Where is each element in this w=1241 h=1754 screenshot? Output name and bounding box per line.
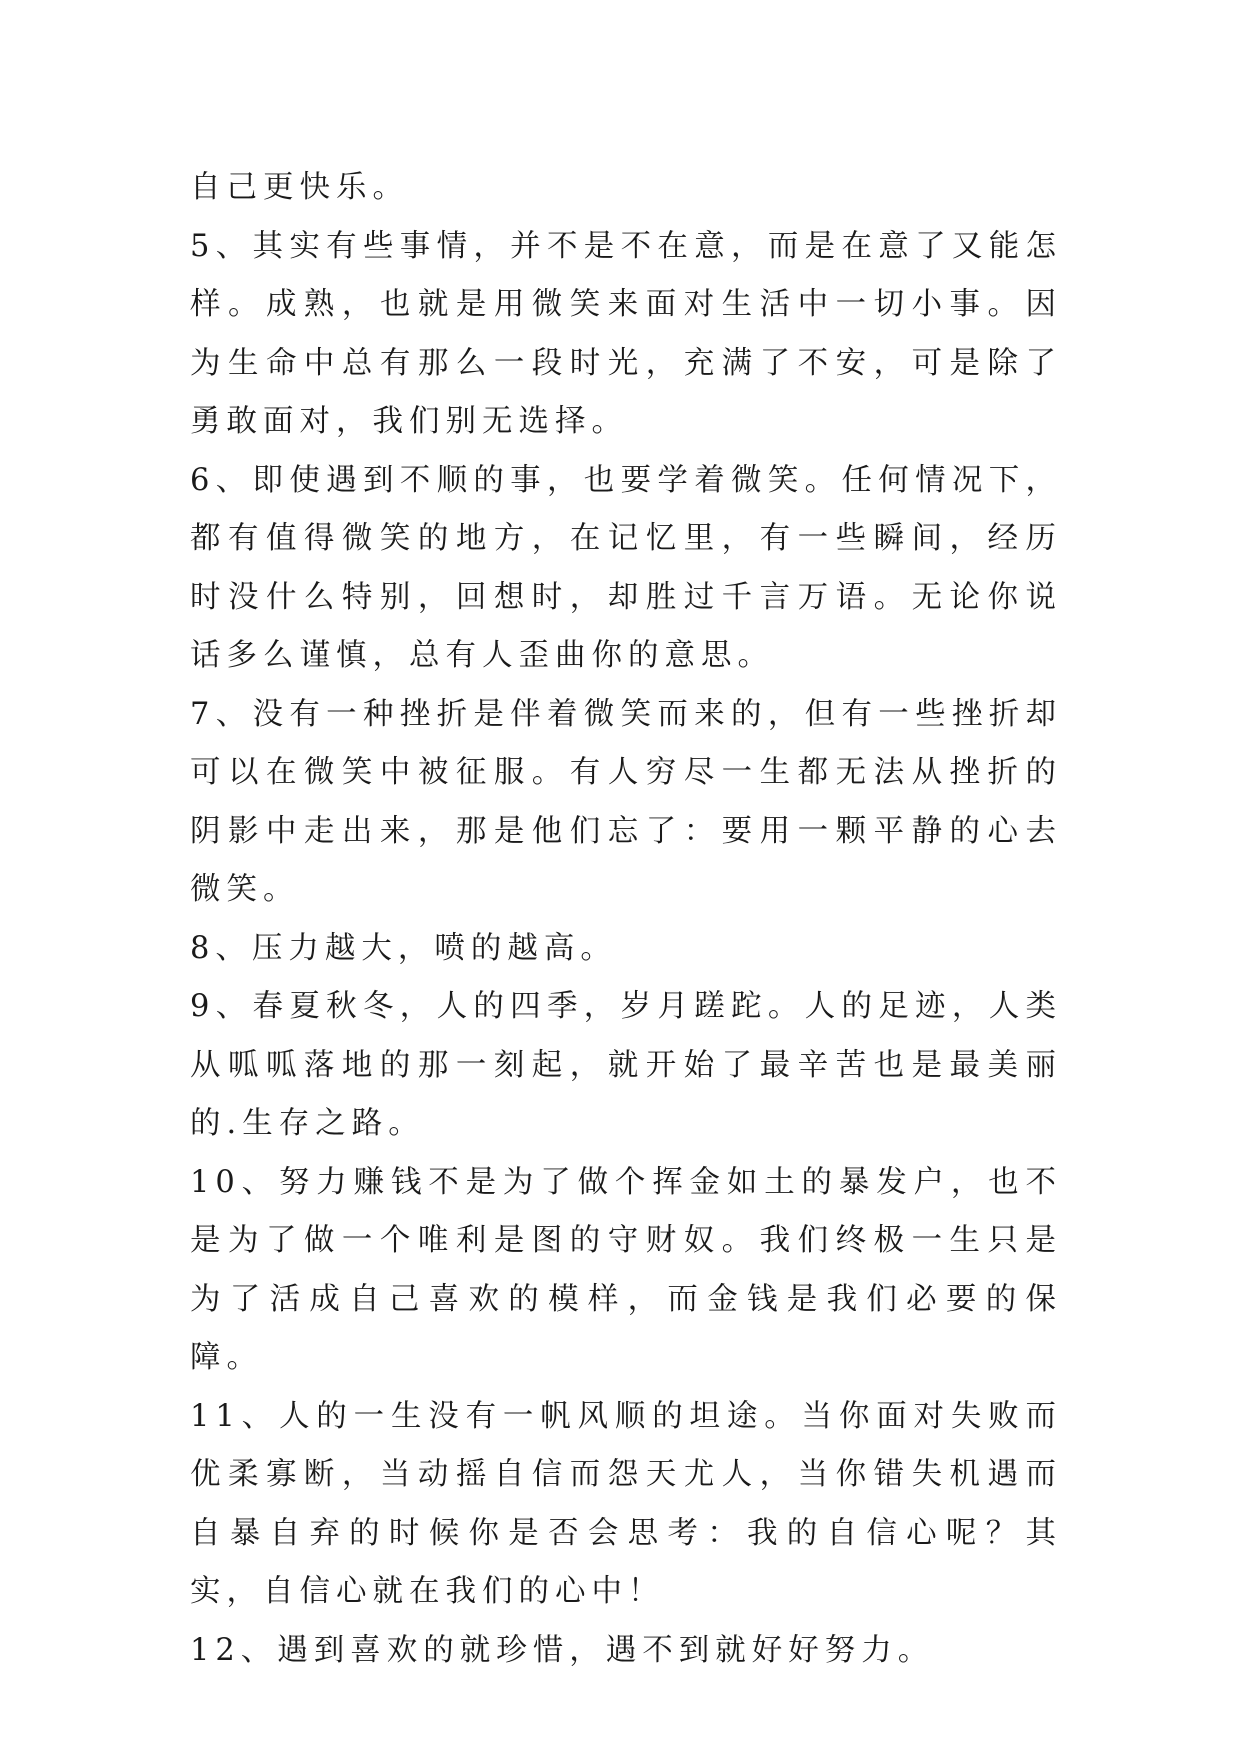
paragraph-item-5: 5、其实有些事情，并不是不在意，而是在意了又能怎样。成熟，也就是用微笑来面对生活中一切小事。因为生命中总有那么一段时光，充满了不安，可是除了勇敢面对，我们别无选择。 (190, 228, 1062, 439)
paragraph-item-7: 7、没有一种挫折是伴着微笑而来的，但有一些挫折却可以在微笑中被征服。有人穷尽一生都无法从挫折的阴影中走出来，那是他们忘了：要用一颗平静的心去微笑。 (190, 696, 1062, 907)
document-body (190, 159, 1062, 1680)
paragraph-item-6: 6、即使遇到不顺的事，也要学着微笑。任何情况下，都有值得微笑的地方，在记忆里，有一些瞬间，经历时没什么特别，回想时，却胜过千言万语。无论你说话多么谨慎，总有人歪曲你的意思。 (190, 462, 1062, 673)
paragraph-continuation: 自己更快乐。 (190, 170, 409, 205)
paragraph-item-11: 11、人的一生没有一帆风顺的坦途。当你面对失败而优柔寡断，当动摇自信而怨天尤人，当你错失机遇而自暴自弃的时候你是否会思考：我的自信心呢？其实，自信心就在我们的心中！ (190, 1398, 1062, 1609)
paragraph-item-12: 12、遇到喜欢的就珍惜，遇不到就好好努力。 (190, 1632, 935, 1668)
paragraph-item-10: 10、努力赚钱不是为了做个挥金如土的暴发户，也不是为了做一个唯利是图的守财奴。我们终极一生只是为了活成自己喜欢的模样，而金钱是我们必要的保障。 (190, 1164, 1062, 1375)
paragraph-item-8: 8、压力越大，喷的越高。 (190, 930, 617, 966)
paragraph-item-9: 9、春夏秋冬，人的四季，岁月蹉跎。人的足迹，人类从呱呱落地的那一刻起，就开始了最辛苦也是最美丽的.生存之路。 (190, 989, 1062, 1141)
